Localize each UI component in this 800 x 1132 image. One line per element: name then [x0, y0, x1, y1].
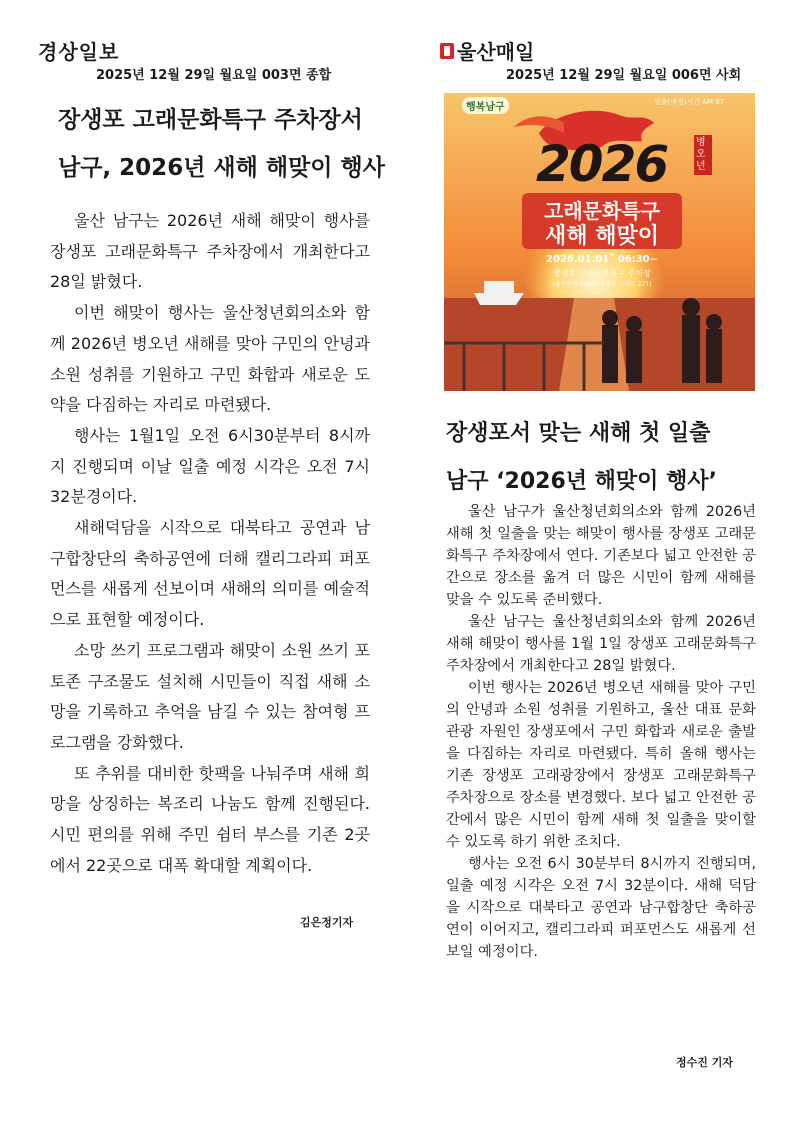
poster-tag: 병오년 [694, 135, 712, 175]
paragraph: 울산 남구는 2026년 새해 해맞이 행사를 장생포 고래문화특구 주차장에서 개최한다고 28일 밝혔다. [50, 211, 370, 292]
byline-left: 김은정기자 [300, 916, 354, 929]
newspaper-name-left: 경상일보 [38, 40, 120, 64]
newspaper-name-right-text: 울산매일 [457, 40, 535, 64]
dateline-left: 2025년 12월 29일 월요일 003면 종합 [96, 68, 332, 83]
article-body-right [446, 501, 756, 963]
poster-schedule: 일출(예정)시간 AM 07 [654, 98, 725, 106]
paragraph: 울산 남구가 울산청년회의소와 함께 2026년 새해 첫 일출을 맞는 해맞이 행사를 장생포 고래문화특구 주차장에서 연다. 기존보다 넓고 안전한 공간으로 장소를 옮겨 더 많은 시민이 함께 새해를 맞을 수 있도록 준비했다. [446, 504, 756, 608]
event-poster-image [444, 93, 755, 391]
byline-right: 정수진 기자 [676, 1056, 733, 1069]
poster-place: 장생포 고래문화특구 주차장 [553, 269, 651, 278]
paragraph: 이번 해맞이 행사는 울산청년회의소와 함께 2026년 병오년 새해를 맞아 구민의 안녕과 소원 성취를 기원하고 구민 화합과 새로운 도약을 다짐하는 자리로 마련됐다. [50, 303, 370, 415]
paragraph: 새해덕담을 시작으로 대북타고 공연과 남구합창단의 축하공연에 더해 캘리그라피 퍼포먼스를 새롭게 선보이며 새해의 의미를 예술적으로 표현할 예정이다. [50, 518, 370, 630]
headline-left-line-2: 남구, 2026년 새해 해맞이 행사 [58, 155, 385, 181]
article-body-left [50, 206, 370, 881]
paragraph: 소망 쓰기 프로그램과 해맞이 소원 쓰기 포토존 구조물도 설치해 시민들이 직접 새해 소망을 기록하고 추억을 남길 수 있는 참여형 프로그램을 강화했다. [50, 640, 370, 752]
headline-left-line-1: 장생포 고래문화특구 주차장서 [58, 107, 363, 133]
poster-datetime: 2026.01.01˚ 06:30~ [546, 254, 658, 265]
headline-right [446, 410, 766, 506]
newspaper-logo-icon [440, 43, 454, 59]
headline-right-line-2: 남구 ‘2026년 해맞이 행사’ [446, 469, 717, 494]
poster-title-1: 고래문화특구 [544, 199, 660, 223]
newspaper-name-right [440, 36, 534, 65]
headline-right-line-1: 장생포서 맞는 새해 첫 일출 [446, 421, 711, 446]
poster-title-2: 새해 해맞이 [545, 224, 659, 249]
paragraph: 또 추위를 대비한 핫팩을 나눠주며 새해 희망을 상징하는 복조리 나눔도 함께 진행된다. 시민 편의를 위해 주민 쉼터 부스를 기존 2곳에서 22곳으로 대폭 확대할 계획이다. [50, 763, 370, 875]
paragraph: 행사는 오전 6시 30분부터 8시까지 진행되며, 일출 예정 시각은 오전 7시 32분이다. 새해 덕담을 시작으로 대북타고 공연과 남구합창단 축하공연이 이어지고, 캘리그라피 퍼포먼스도 새롭게 선보일 예정이다. [446, 856, 756, 960]
poster-host: (울산광역시 남구 장생포 고래로 271) [552, 281, 652, 288]
poster-year: 2026 [536, 135, 668, 193]
dateline-right: 2025년 12월 29일 월요일 006면 사회 [506, 68, 742, 83]
paragraph: 울산 남구는 울산청년회의소와 함께 2026년 새해 해맞이 행사를 1월 1일 장생포 고래문화특구 주차장에서 개최한다고 28일 밝혔다. [446, 614, 756, 674]
paragraph: 이번 행사는 2026년 병오년 새해를 맞아 구민의 안녕과 소원 성취를 기원하고, 울산 대표 문화관광 자원인 장생포에서 구민 화합과 새로운 출발을 다짐하는 자리로 마련됐다. 특히 올해 행사는 기존 장생포 고래광장에서 장생포 고래문화특구 주차장으로 장소를 변경했다. 보다 넓고 안전한 공간에서 많은 시민이 함께 새해 첫 일출을 맞이할 수 있도록 하기 위한 조치다. [446, 680, 756, 850]
headline-left [58, 96, 388, 192]
poster-badge: 행복남구 [462, 97, 509, 114]
paragraph: 행사는 1월1일 오전 6시30분부터 8시까지 진행되며 이날 일출 예정 시각은 오전 7시32분경이다. [50, 425, 370, 507]
